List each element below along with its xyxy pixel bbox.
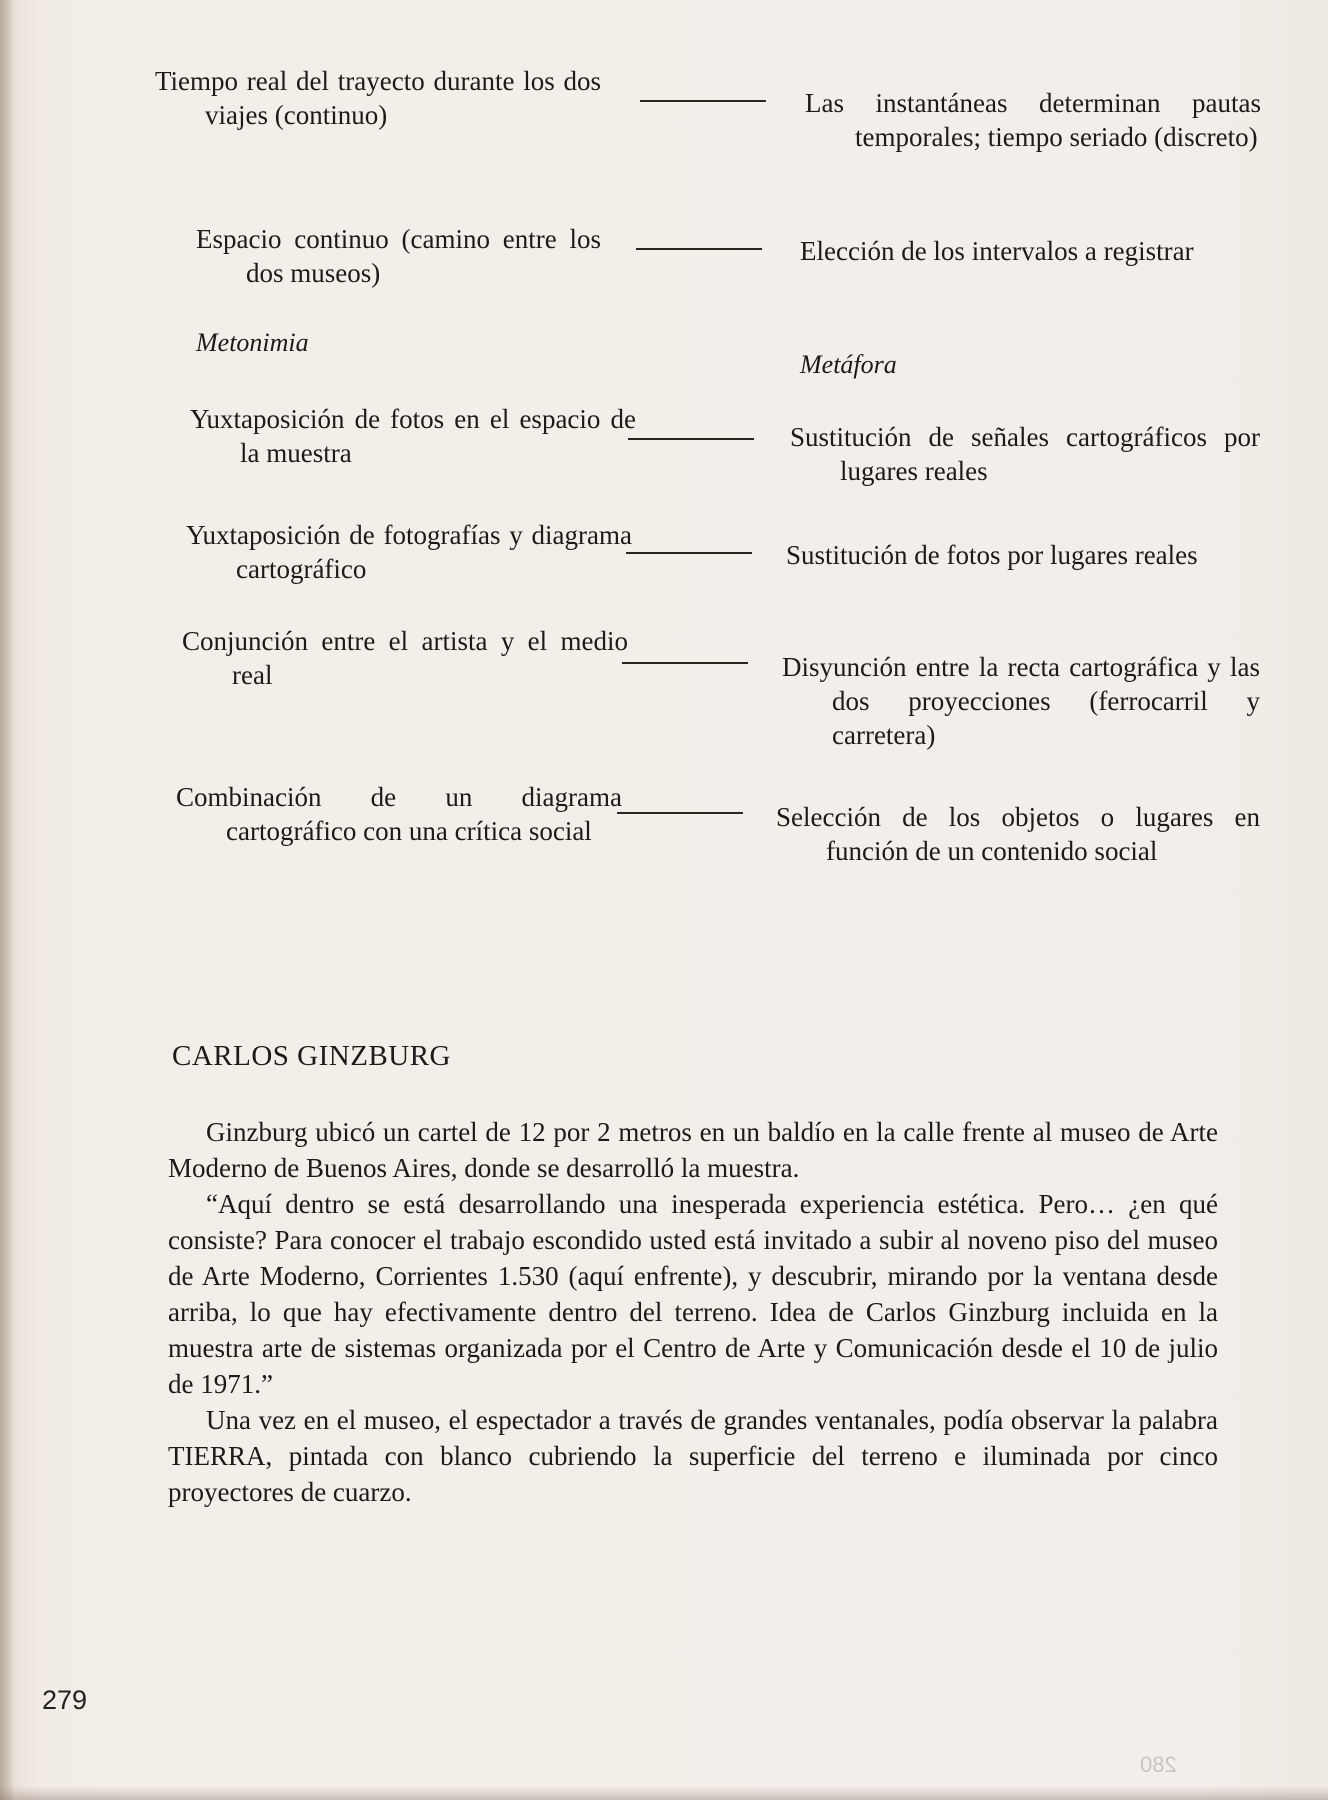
correspondence-connector-line: [640, 100, 766, 102]
column-label-metonimia: Metonimia: [196, 328, 309, 357]
metafora-item-3: Sustitución de señales cartográficos por lugares reales: [790, 422, 1260, 486]
metonimia-item-1: Tiempo real del trayecto durante los dos viajes (continuo): [155, 66, 601, 130]
correspondence-connector-line: [622, 662, 748, 664]
metafora-item-2: Elección de los intervalos a registrar: [800, 236, 1194, 266]
body-paragraph: Una vez en el museo, el espectador a través de grandes ventanales, podía observar la palabra TIERRA, pintada con blanco cubriendo la superficie del terreno e iluminada por cinco proyectores de cuarzo.: [168, 1405, 1218, 1507]
body-paragraph: Ginzburg ubicó un cartel de 12 por 2 metros en un baldío en la calle frente al museo de Arte Moderno de Buenos Aires, donde se desarrolló la muestra.: [168, 1117, 1218, 1183]
correspondence-connector-line: [628, 438, 754, 440]
page-bottom-edge: [0, 1786, 1328, 1800]
body-paragraph-quote: “Aquí dentro se está desarrollando una inesperada experiencia estética. Pero… ¿en qué consiste? Para conocer el trabajo escondido usted está invitado a subir al noveno piso del museo de Arte Moderno, Corrientes 1.530 (aquí enfrente), y descubrir, mirando por la ventana desde arriba, lo que hay efectivamente dentro del terreno. Idea de Carlos Ginzburg incluida en la muestra arte de sistemas organizada por el Centro de Arte y Comunicación desde el 10 de julio de 1971.”: [168, 1189, 1218, 1399]
correspondence-connector-line: [636, 248, 762, 250]
correspondence-connector-line: [617, 812, 743, 814]
correspondence-connector-line: [626, 552, 752, 554]
metonimia-item-5: Conjunción entre el artista y el medio real: [182, 626, 628, 690]
metonimia-item-2: Espacio continuo (camino entre los dos museos): [196, 224, 601, 288]
page-number: 279: [42, 1685, 88, 1715]
metonimia-item-3: Yuxtaposición de fotos en el espacio de la muestra: [190, 404, 636, 468]
bleed-through-page-number: 280: [1140, 1752, 1177, 1777]
book-spine-shadow: [0, 0, 14, 1800]
metafora-item-5: Disyunción entre la recta cartográfica y las dos proyecciones (ferrocarril y carretera): [782, 652, 1260, 750]
column-label-metafora: Metáfora: [800, 350, 897, 379]
metonimia-item-6: Combinación de un diagrama cartográfico con una crítica social: [176, 782, 622, 846]
metafora-item-4: Sustitución de fotos por lugares reales: [786, 540, 1198, 570]
metafora-item-6: Selección de los objetos o lugares en función de un contenido social: [776, 802, 1260, 866]
section-heading: CARLOS GINZBURG: [172, 1040, 451, 1072]
metonimia-item-4: Yuxtaposición de fotografías y diagrama cartográfico: [186, 520, 632, 584]
metafora-item-1: Las instantáneas determinan pautas temporales; tiempo seriado (discreto): [805, 88, 1261, 152]
body-text: [168, 1114, 1218, 1510]
